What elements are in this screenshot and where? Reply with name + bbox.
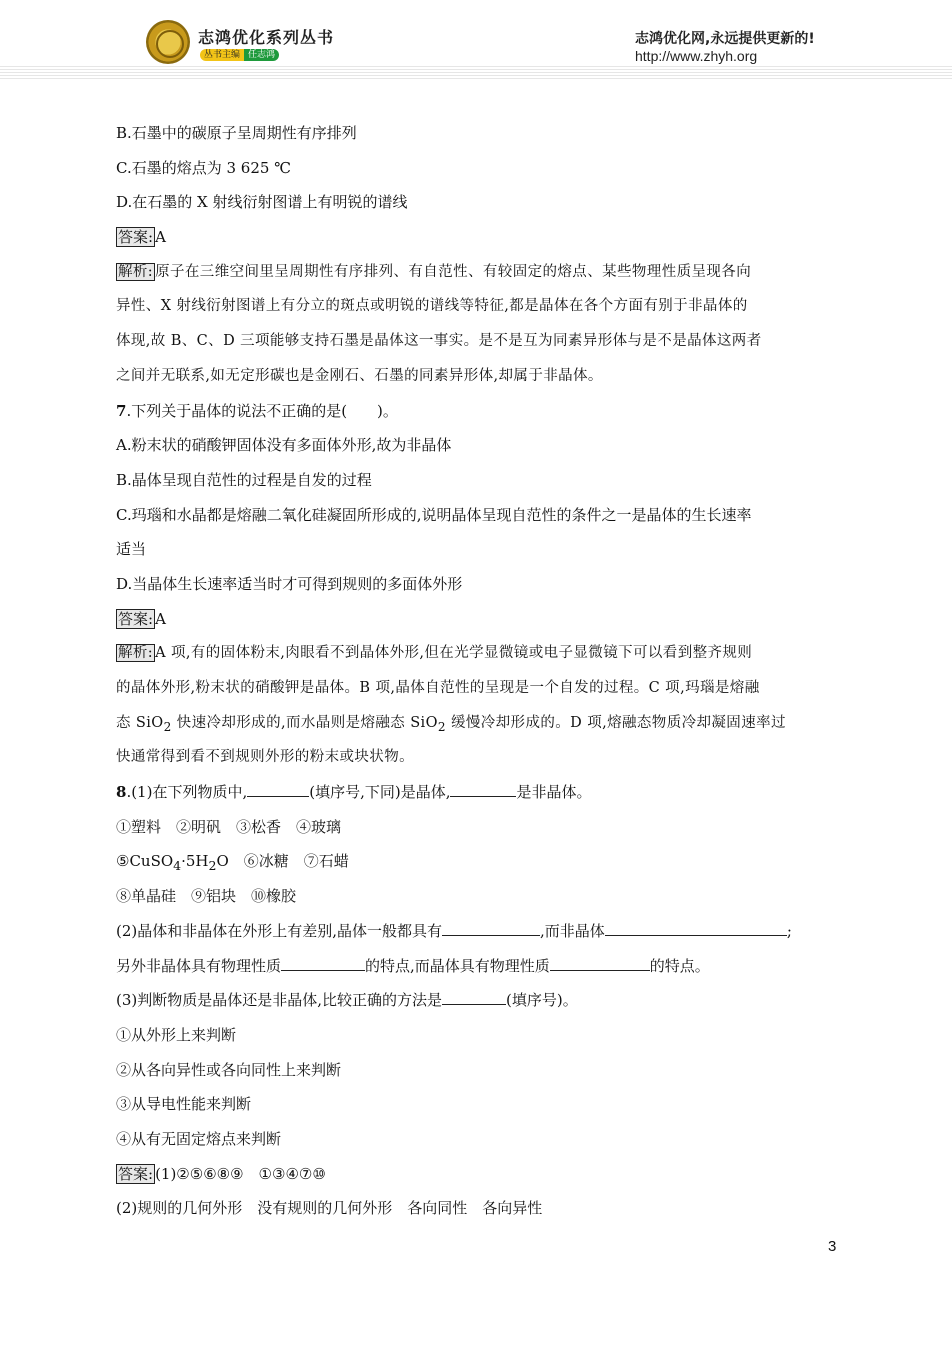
option-line: C.石墨的熔点为 3 625 ℃ [116, 158, 291, 177]
option-line: ①塑料 ②明矾 ③松香 ④玻璃 [116, 817, 342, 836]
option-text: O ⑥冰糖 ⑦石蜡 [216, 852, 349, 871]
option-line: B.石墨中的碳原子呈周期性有序排列 [116, 124, 357, 142]
option-line: B.晶体呈现自范性的过程是自发的过程 [116, 470, 372, 489]
explanation-text: 原子在三维空间里呈周期性有序排列、有自范性、有较固定的熔点、某些物理性质呈现各向 [155, 263, 752, 280]
question-text: (填序号)。 [506, 991, 578, 1010]
option-line: ③从导电性能来判断 [116, 1095, 252, 1114]
option-line: 适当 [116, 540, 147, 559]
question-text: .(1)在下列物质中, [126, 783, 248, 802]
explanation-line [116, 255, 840, 290]
answer-blank [442, 990, 506, 1005]
option-line: D.当晶体生长速率适当时才可得到规则的多面体外形 [116, 574, 463, 593]
explanation-text: A 项,有的固体粉末,肉眼看不到晶体外形,但在光学显微镜或电子显微镜下可以看到整齐规则 [155, 645, 753, 662]
answer-blank [247, 782, 309, 797]
question-text: (2)晶体和非晶体在外形上有差别,晶体一般都具有 [116, 921, 443, 940]
explanation-tag: 解析: [118, 263, 154, 280]
editor-badge [200, 49, 279, 61]
series-title: 志鸿优化系列丛书 [198, 28, 335, 47]
answer-line: (2)规则的几何外形 没有规则的几何外形 各向同性 各向异性 [116, 1199, 543, 1218]
option-text: ⑤CuSO [116, 852, 174, 871]
explanation-line: 体现,故 B、C、D 三项能够支持石墨是晶体这一事实。是不是互为同素异形体与是不是晶体这两者 [116, 333, 762, 350]
question-text: 的特点,而晶体具有物理性质 [365, 956, 550, 975]
option-line: C.玛瑙和水晶都是熔融二氧化硅凝固所形成的,说明晶体呈现自范性的条件之一是晶体的生长速率 [116, 505, 752, 524]
answer-line [116, 1157, 840, 1192]
editor-label: 丛书主编 [200, 49, 244, 61]
question-text: (3)判断物质是晶体还是非晶体,比较正确的方法是 [116, 991, 443, 1010]
question-number: 8 [116, 783, 127, 802]
answer-blank [450, 782, 516, 797]
question-7 [116, 394, 840, 429]
answer-blank [442, 921, 540, 936]
question-text: (填序号,下同)是晶体, [309, 783, 451, 802]
explanation-line: 异性、X 射线衍射图谱上有分立的斑点或明锐的谱线等特征,都是晶体在各个方面有别于非晶体的 [116, 298, 748, 315]
option-line: A.粉末状的硝酸钾固体没有多面体外形,故为非晶体 [116, 436, 452, 455]
answer-text: A [155, 609, 166, 628]
header-rule [0, 66, 952, 80]
page-header [0, 0, 952, 82]
option-line: ⑧单晶硅 ⑨铝块 ⑩橡胶 [116, 887, 297, 906]
option-line: ①从外形上来判断 [116, 1025, 237, 1044]
answer-blank [550, 956, 650, 971]
question-text: ; [786, 921, 792, 940]
explanation-line: 之间并无联系,如无定形碳也是金刚石、石墨的同素异形体,却属于非晶体。 [116, 367, 603, 384]
option-line: D.在石墨的 X 射线衍射图谱上有明锐的谱线 [116, 193, 408, 212]
question-text: .下列关于晶体的说法不正确的是( )。 [126, 401, 398, 420]
answer-tag: 答案: [118, 609, 154, 628]
site-url[interactable]: http://www.zhyh.org [635, 48, 758, 64]
page-content [116, 116, 840, 1226]
explanation-text: 缓慢冷却形成的。D 项,熔融态物质冷却凝固速率过 [445, 714, 786, 731]
explanation-line [116, 636, 840, 671]
option-line: ②从各向异性或各向同性上来判断 [116, 1060, 342, 1079]
explanation-line: 的晶体外形,粉末状的硝酸钾是晶体。B 项,晶体自范性的呈现是一个自发的过程。C 项,玛瑙是熔融 [116, 680, 760, 696]
explanation-tag: 解析: [118, 645, 154, 662]
answer-text: A [155, 228, 166, 247]
option-text: ·5H [181, 852, 209, 871]
editor-name: 任志鸿 [244, 49, 279, 61]
explanation-line [116, 706, 840, 741]
question-text: ,而非晶体 [540, 921, 605, 940]
answer-blank [281, 956, 365, 971]
subscript: 4 [173, 858, 182, 874]
question-8-part-2 [116, 914, 840, 949]
answer-tag: 答案: [118, 228, 154, 247]
publisher-logo-icon [146, 20, 190, 64]
question-text: 的特点。 [649, 956, 710, 975]
question-8-part-3 [116, 983, 840, 1018]
answer-line [116, 602, 840, 637]
explanation-text: 快速冷却形成的,而水晶则是熔融态 SiO [171, 714, 438, 731]
subscript: 2 [208, 858, 217, 874]
option-line [116, 844, 840, 879]
question-text: 另外非晶体具有物理性质 [116, 956, 282, 975]
answer-tag: 答案: [118, 1164, 154, 1183]
question-text: 是非晶体。 [516, 783, 592, 802]
question-8 [116, 775, 840, 810]
answer-line [116, 220, 840, 255]
option-line: ④从有无固定熔点来判断 [116, 1129, 282, 1148]
subscript: 2 [437, 719, 446, 734]
explanation-line: 快通常得到看不到规则外形的粉末或块状物。 [116, 749, 414, 766]
answer-blank [605, 921, 787, 936]
answer-text: (1)②⑤⑥⑧⑨ ①③④⑦⑩ [155, 1164, 326, 1183]
question-number: 7 [116, 401, 127, 420]
question-8-part-2 [116, 949, 840, 984]
explanation-text: 态 SiO [116, 714, 164, 731]
site-slogan: 志鸿优化网,永远提供更新的! [635, 31, 815, 47]
subscript: 2 [163, 719, 172, 734]
page-number: 3 [828, 1238, 837, 1255]
